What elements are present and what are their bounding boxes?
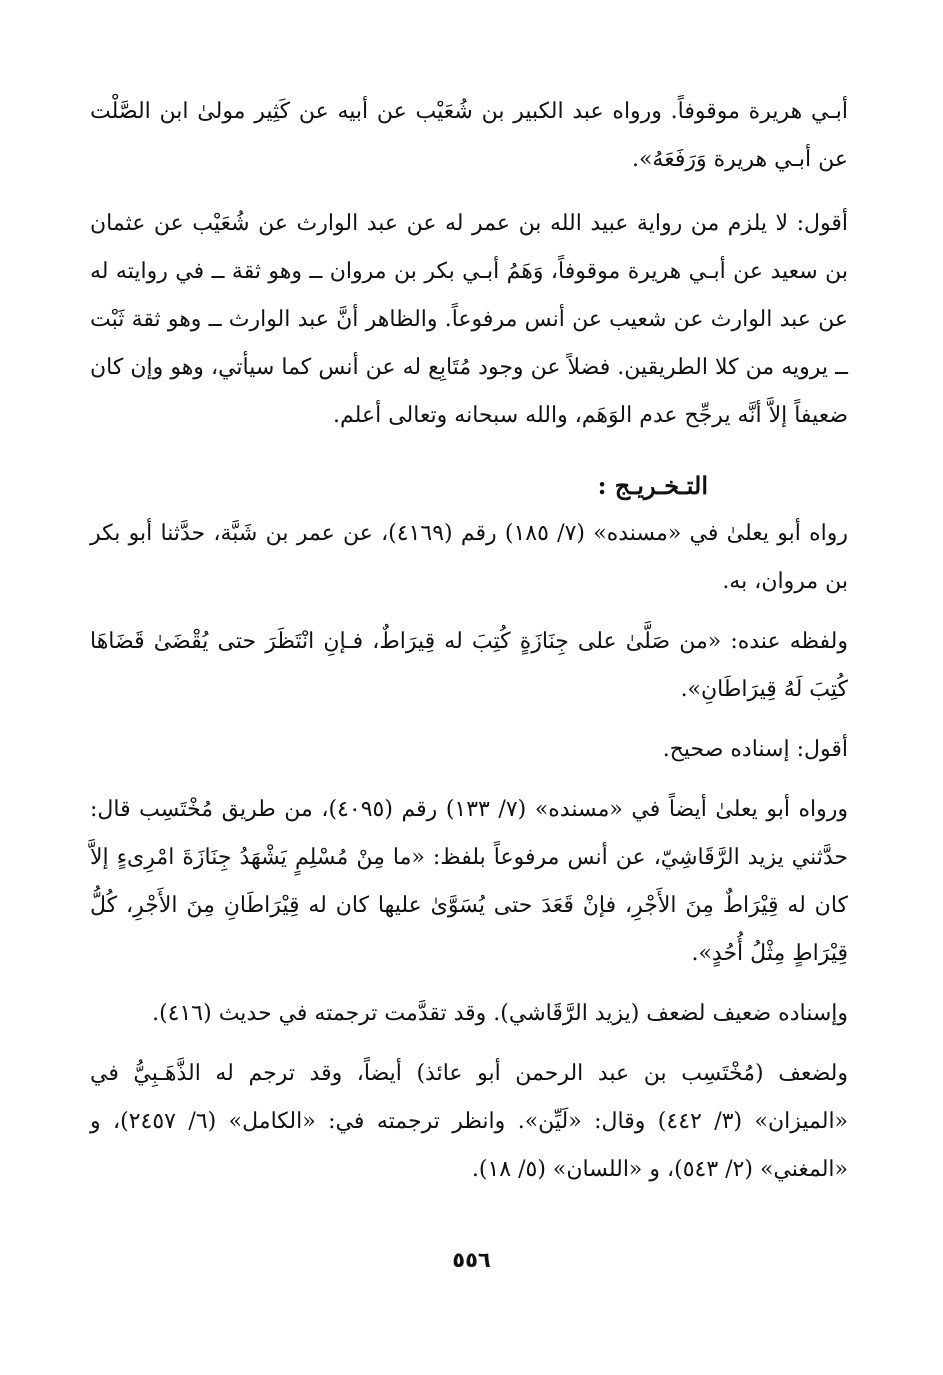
paragraph-3: رواه أبو يعلىٰ في «مسنده» (٧/ ١٨٥) رقم (٤١٦٩)، عن عمر بن شَبَّة، حدَّثنا أبو بكر بن مروان، به. bbox=[90, 521, 848, 594]
paragraph-6: ورواه أبو يعلىٰ أيضاً في «مسنده» (٧/ ١٣٣) رقم (٤٠٩٥)، من طريق مُخْتَسِب قال: حدَّثني يزيد الرَّقَاشِيّ، عن أنس مرفوعاً بلفظ: «ما مِنْ مُسْلِمٍ يَشْهَدُ جِنَازَةَ امْرِىءٍ إلاَّ كان له قِيْرَاطٌ مِنَ الأَجْرِ، فإنْ قَعَدَ حتى يُسَوَّىٰ عليها كان له قِيْرَاطَانِ مِنَ الأَجْرِ، كُلُّ قِيْرَاطٍ مِثْلُ أُحُدٍ». bbox=[90, 797, 849, 966]
page-number: ٥٥٦ bbox=[452, 1248, 491, 1272]
paragraph-1: أبـي هريرة موقوفاً. ورواه عبد الكبير بن شُعَيْب عن أبيه عن كَثِير مولىٰ ابن الصَّلْت عن أبـي هريرة وَرَفَعَهُ». bbox=[90, 99, 848, 172]
paragraph-4: ولفظه عنده: «من صَلَّىٰ على جِنَازَةٍ كُتِبَ له قِيرَاطٌ، فـإنِ انْتَظَرَ حتى يُقْضَىٰ قَضَاهَا كُتِبَ لَهُ قِيرَاطَانِ». bbox=[90, 629, 848, 702]
paragraph-2: أقول: لا يلزم من رواية عبيد الله بن عمر له عن عبد الوارث عن شُعَيْب عن عثمان بن سعيد عن أبـي هريرة موقوفاً، وَهَمُ أبـي بكر بن مروان ــ وهو ثقة ــ في روايته له عن عبد الوارث عن شعيب عن أنس مرفوعاً. والظاهر أنَّ عبد الوارث ــ وهو ثقة ثَبْت ــ يرويه من كلا الطريقين. فضلاً عن وجود مُتَابِع له عن أنس كما سيأتي، وهو وإن كان ضعيفاً إلاَّ أنَّه يرجِّح عدم الوَهَم، والله سبحانه وتعالى أعلم. bbox=[90, 211, 848, 428]
paragraph-8: ولضعف (مُخْتَسِب بن عبد الرحمن أبو عائذ) أيضاً، وقد ترجم له الذَّهَـبِيُّ في «الميزان» (٣/ ٤٤٢) وقال: «لَيِّن». وانظر ترجمته في: «الكامل» (٦/ ٢٤٥٧)، و «المغني» (٢/ ٥٤٣)، و «اللسان» (٥/ ١٨). bbox=[90, 1061, 849, 1182]
section-heading-takhrij: التـخـريـج : bbox=[597, 471, 708, 500]
paragraph-5: أقول: إسناده صحيح. bbox=[662, 737, 848, 762]
paragraph-7: وإسناده ضعيف لضعف (يزيد الرَّقَاشي). وقد تقدَّمت ترجمته في حديث (٤١٦). bbox=[152, 1001, 848, 1026]
page-body bbox=[90, 88, 848, 1194]
